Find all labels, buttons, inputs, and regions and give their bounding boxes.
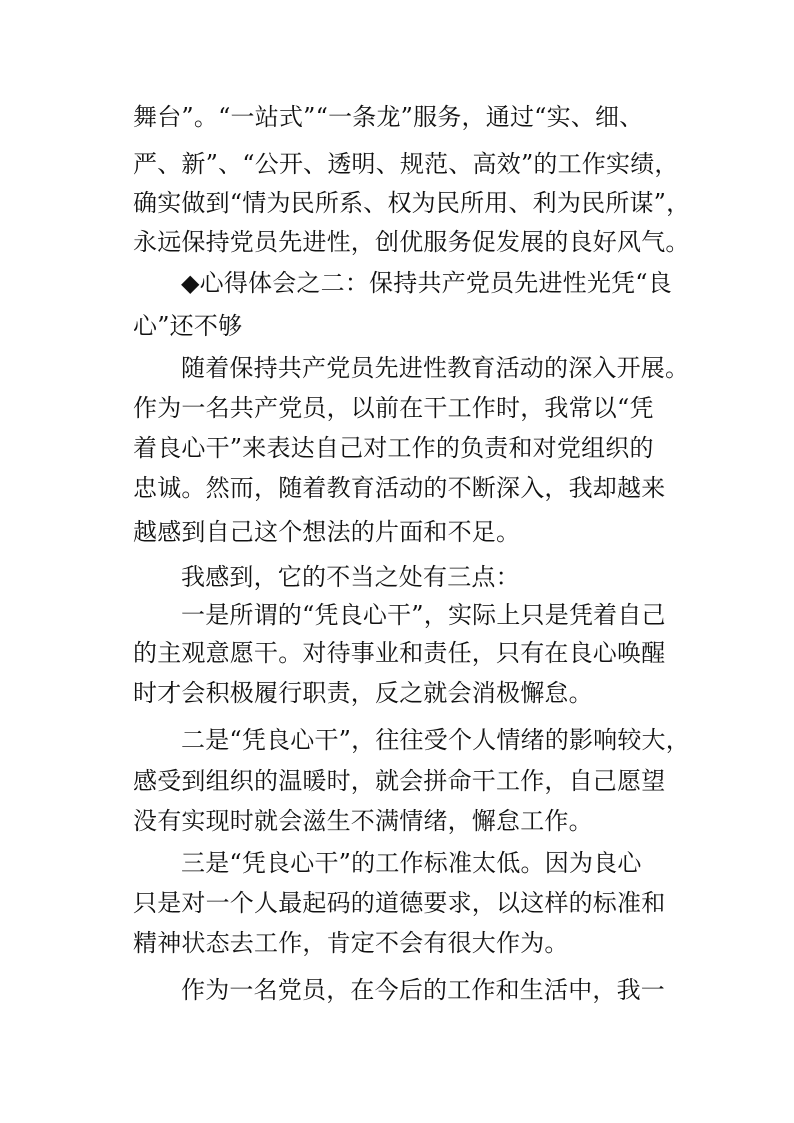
paragraph-first-line: 一是所谓的“凭良心干”，实际上只是凭着自己 [181, 601, 666, 629]
text-line: 只是对一个人最起码的道德要求，以这样的标准和 [133, 889, 666, 917]
paragraph-first-line: 作为一名党员，在今后的工作和生活中，我一 [181, 976, 665, 1004]
text-line: 严、新”、“公开、透明、规范、高效”的工作实绩， [133, 150, 679, 178]
text-line: 越感到自己这个想法的片面和不足。 [133, 518, 521, 546]
text-line: 确实做到“情为民所系、权为民所用、利为民所谋”， [133, 189, 691, 217]
text-line: 作为一名共产党员，以前在干工作时，我常以“凭 [133, 394, 654, 422]
text-line: 着良心干”来表达自己对工作的负责和对党组织的 [133, 434, 654, 462]
text-line: 时才会积极履行职责，反之就会消极懈怠。 [133, 679, 593, 707]
paragraph-first-line: 我感到，它的不当之处有三点： [181, 563, 520, 591]
text-line: 舞台”。“一站式”“一条龙”服务，通过“实、细、 [133, 103, 644, 131]
text-line: 没有实现时就会滋生不满情绪，懈怠工作。 [133, 807, 593, 835]
text-line: 精神状态去工作，肯定不会有很大作为。 [133, 929, 569, 957]
paragraph-first-line: 二是“凭良心干”，往往受个人情绪的影响较大， [181, 726, 690, 754]
text-line: 的主观意愿干。对待事业和责任，只有在良心唤醒 [133, 639, 666, 667]
paragraph-first-line: 随着保持共产党员先进性教育活动的深入开展。 [181, 354, 690, 382]
section-heading: ◆心得体会之二：保持共产党员先进性光凭“良 [181, 269, 672, 297]
section-heading-continuation: 心”还不够 [133, 312, 243, 340]
text-line: 感受到组织的温暖时，就会拼命干工作，自己愿望 [133, 767, 666, 795]
paragraph-first-line: 三是“凭良心干”的工作标准太低。因为良心 [181, 849, 642, 877]
text-line: 永远保持党员先进性，创优服务促发展的良好风气。 [133, 228, 690, 256]
text-line: 忠诚。然而，随着教育活动的不断深入，我却越来 [133, 474, 666, 502]
